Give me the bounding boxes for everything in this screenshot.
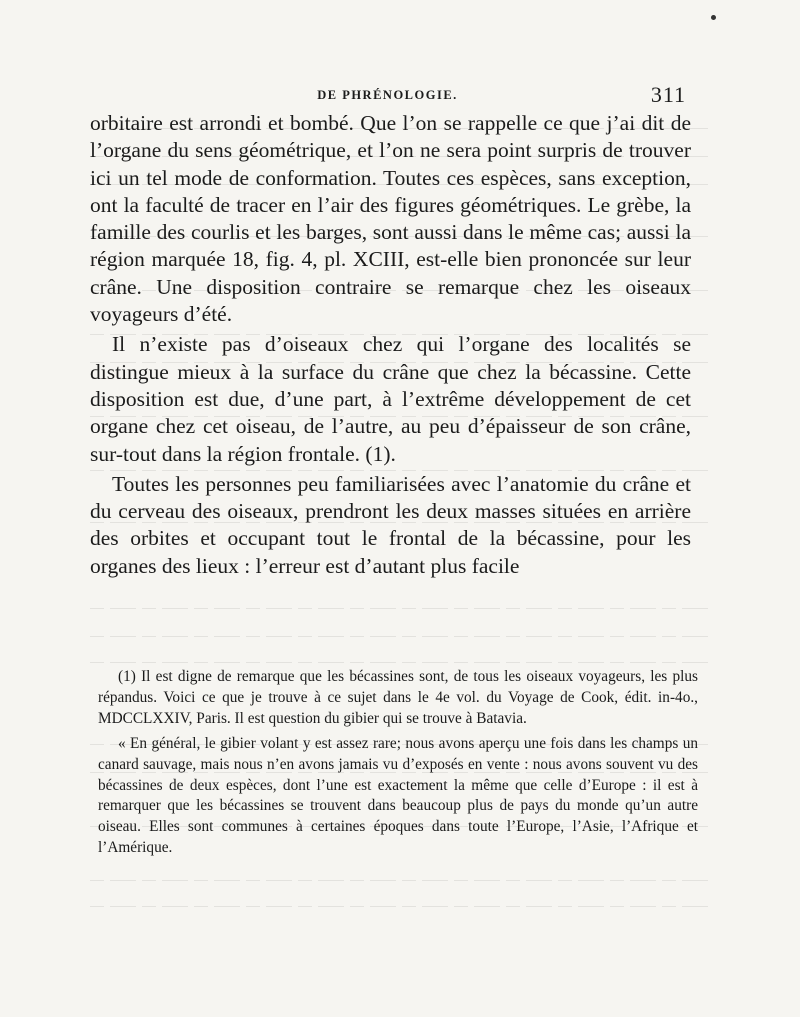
body-text <box>90 110 691 580</box>
running-head: DE PHRÉNOLOGIE. <box>317 88 458 102</box>
bleed-through-line <box>90 662 710 663</box>
paragraph: Toutes les personnes peu familiarisées avec l’anatomie du crâne et du cerveau des oiseaux, prendront les deux masses situées en arrière des orbites et occupant tout le frontal de la bécassine, pour les organes des lieux : l’erreur est d’autant plus facile <box>90 471 691 578</box>
paragraph: orbitaire est arrondi et bombé. Que l’on se rappelle ce que j’ai dit de l’organe du sens géométrique, et l’on ne sera point surpris de trouver ici un tel mode de conformation. Toutes ces espèces, sans exception, ont la faculté de tracer en l’air des figures géométriques. Le grèbe, la famille des courlis et les barges, sont aussi dans le même cas; aussi la région marquée 18, fig. 4, pl. XCIII, est-elle bien prononcée sur leur crâne. Une disposition contraire se remarque chez les oiseaux voyageurs d’été. <box>90 111 691 327</box>
page-header <box>90 82 685 108</box>
bleed-through-line <box>90 906 710 907</box>
bleed-through-line <box>90 880 710 881</box>
footnote-quote: « En général, le gibier volant y est assez rare; nous avons aperçu une fois dans les champs un canard sauvage, mais nous n’en avons jamais vu d’exposés en vente : nous avons souvent vu des bécassines de deux espèces, dont l’une est exactement la même que celle d’Europe : il est à remarquer que les bécassines se trouvent dans beaucoup plus de pays du monde qu’un autre oiseau. Elles sont communes à certaines époques dans toute l’Europe, l’Asie, l’Afrique et l’Amérique. <box>98 734 698 857</box>
ink-spot <box>711 15 716 20</box>
bleed-through-line <box>90 608 710 609</box>
footnote: (1) Il est digne de remarque que les bécassines sont, de tous les oiseaux voyageurs, les plus répandus. Voici ce que je trouve à ce sujet dans le 4e vol. du Voyage de Cook, édit. in-4o., MDCCLXXIV, Paris. Il est question du gibier qui se trouve à Batavia. <box>98 668 698 727</box>
page-number: 311 <box>650 82 686 107</box>
bleed-through-line <box>90 636 710 637</box>
paragraph: Il n’existe pas d’oiseaux chez qui l’organe des localités se distingue mieux à la surface du crâne que chez la bécassine. Cette disposition est due, d’une part, à l’extrême développement de cet organe chez cet oiseau, de l’autre, au peu d’épaisseur de son crâne, sur-tout dans la région frontale. (1). <box>90 332 691 466</box>
footnotes <box>98 667 698 859</box>
